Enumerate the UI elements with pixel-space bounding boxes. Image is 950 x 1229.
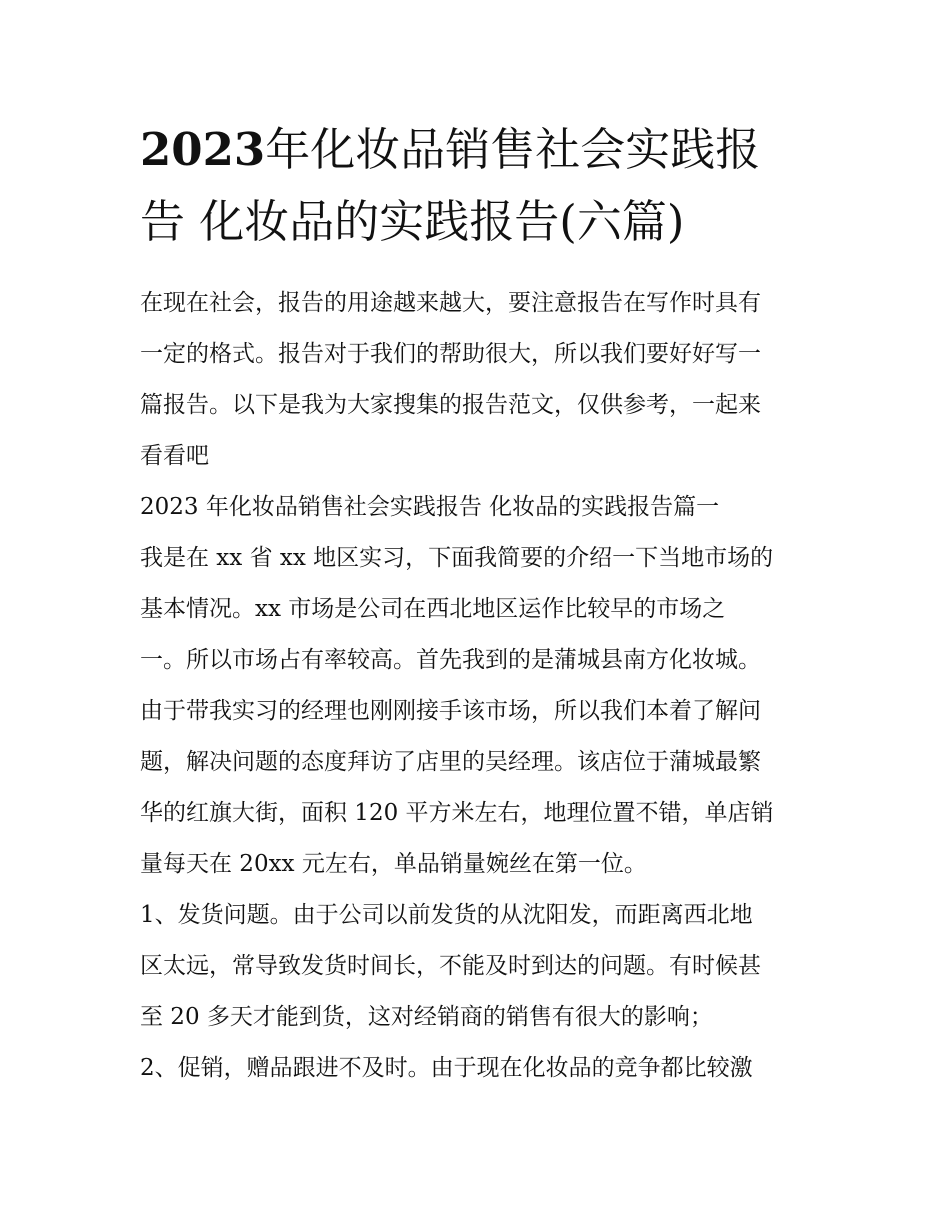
section-heading: 2023 年化妆品销售社会实践报告 化妆品的实践报告篇一 <box>140 494 720 520</box>
list-item-line: 1、发货问题。由于公司以前发货的从沈阳发，而距离西北地 <box>140 902 753 928</box>
paragraph-line: 篇报告。以下是我为大家搜集的报告范文，仅供参考，一起来 <box>140 392 761 418</box>
list-item-line: 2、促销，赠品跟进不及时。由于现在化妆品的竞争都比较激 <box>140 1055 753 1081</box>
paragraph-line: 我是在 xx 省 xx 地区实习，下面我简要的介绍一下当地市场的 <box>140 545 774 571</box>
document-body <box>140 278 820 1094</box>
list-item-line: 区太远，常导致发货时间长，不能及时到达的问题。有时候甚 <box>140 953 761 979</box>
paragraph-line: 基本情况。xx 市场是公司在西北地区运作比较早的市场之 <box>140 596 726 622</box>
paragraph-line: 一定的格式。报告对于我们的帮助很大，所以我们要好好写一 <box>140 341 761 367</box>
paragraph-line: 华的红旗大街，面积 120 平方米左右，地理位置不错，单店销 <box>140 800 774 826</box>
document-title <box>140 114 820 258</box>
title-line-1 <box>140 114 820 186</box>
paragraph-line: 题，解决问题的态度拜访了店里的吴经理。该店位于蒲城最繁 <box>140 749 761 775</box>
title-text: 年化妆品销售社会实践报 <box>265 123 761 176</box>
title-year: 2023 <box>140 123 266 176</box>
paragraph-line: 量每天在 20xx 元左右，单品销量婉丝在第一位。 <box>140 851 647 877</box>
list-item-line: 至 20 多天才能到货，这对经销商的销售有很大的影响； <box>140 1004 713 1030</box>
paragraph-line: 一。所以市场占有率较高。首先我到的是蒲城县南方化妆城。 <box>140 647 761 673</box>
paragraph-line: 看看吧 <box>140 443 209 469</box>
title-line-2 <box>140 186 820 258</box>
paragraph-line: 在现在社会，报告的用途越来越大，要注意报告在写作时具有 <box>140 290 761 316</box>
paragraph-line: 由于带我实习的经理也刚刚接手该市场，所以我们本着了解问 <box>140 698 761 724</box>
title-text: 告 化妆品的实践报告(六篇) <box>140 195 685 248</box>
